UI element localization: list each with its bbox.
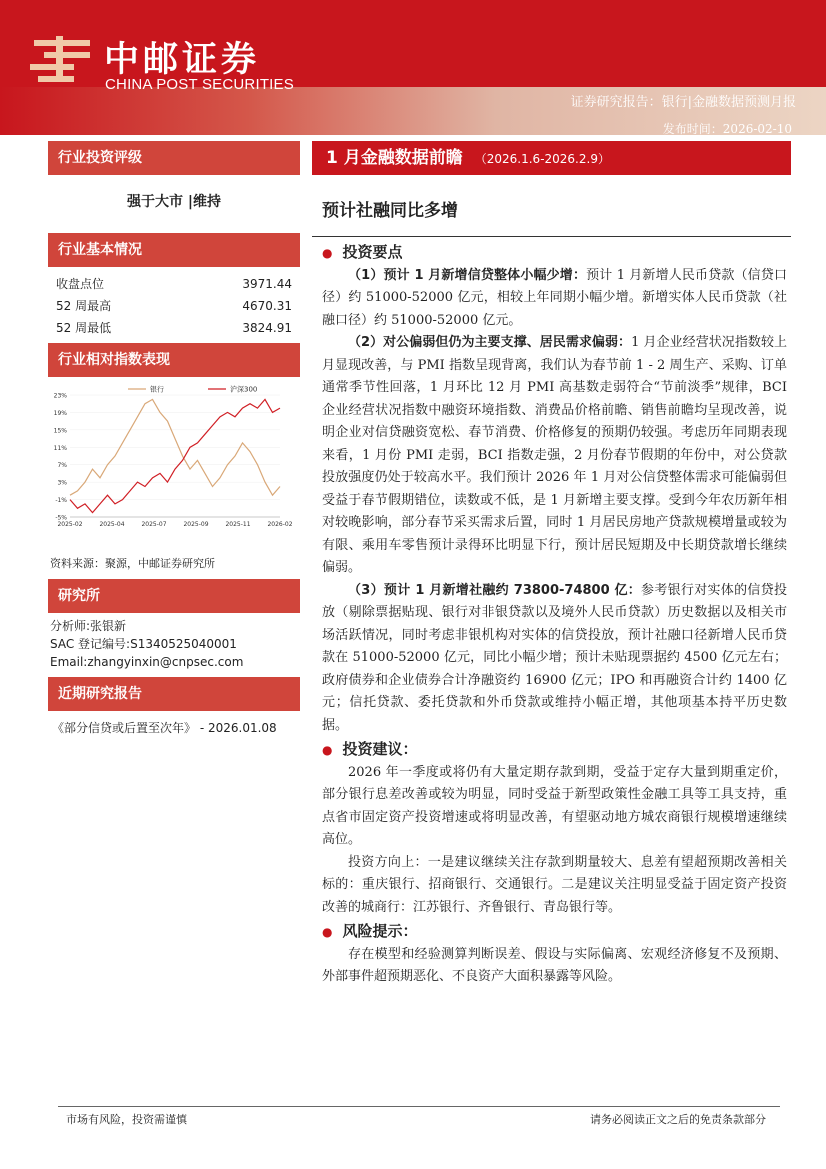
y-tick-label: 19% <box>53 409 67 417</box>
footer-risk-note: 市场有风险，投资需谨慎 <box>66 1113 187 1126</box>
logo-english-name: CHINA POST SECURITIES <box>105 76 294 93</box>
industry-rating: 强于大市 |维持 <box>127 194 221 210</box>
analyst-name: 分析师:张银新 <box>50 619 127 633</box>
footer-divider <box>58 1106 780 1107</box>
legend-label: 银行 <box>150 385 164 394</box>
section-heading-risk: ● 风险提示： <box>322 920 787 944</box>
basic-row: 收盘点位 3971.44 <box>56 277 292 291</box>
advice-paragraph-2: 投资方向上：一是建议继续关注存款到期量较大、息差有望超预期改善相关标的：重庆银行、招商银行、交通银行。二是建议关注明显受益于固定资产投资改善的城商行：江苏银行、齐鲁银行、青岛银行等。 <box>322 854 787 915</box>
basic-row: 52 周最高 4670.31 <box>56 299 292 313</box>
x-tick-label: 2026-02 <box>267 521 293 528</box>
logo-chinese-name: 中邮证券 <box>104 40 261 80</box>
x-tick-label: 2025-11 <box>225 521 251 528</box>
analyst-sac: SAC 登记编号:S1340525040001 <box>50 637 237 651</box>
basic-info-heading: 行业基本情况 <box>48 233 300 267</box>
recent-reports-heading: 近期研究报告 <box>48 677 300 711</box>
x-tick-label: 2025-07 <box>141 521 167 528</box>
basic-row: 52 周最低 3824.91 <box>56 321 292 335</box>
report-header <box>0 0 826 135</box>
footer-disclaimer: 请务必阅读正文之后的免责条款部分 <box>590 1113 766 1126</box>
y-tick-label: 11% <box>53 444 67 452</box>
risk-paragraph: 存在模型和经验测算判断误差、假设与实际偏离、宏观经济修复不及预期、外部事件超预期恶化、不良资产大面积暴露等风险。 <box>322 946 787 984</box>
paragraph-1: （1）预计 1 月新增信贷整体小幅少增：预计 1 月新增人民币贷款（信贷口径）约 51000-52000 亿元，相较上年同期小幅少增。新增实体人民币贷款（社融口径）约 51000-52000 亿元。 <box>322 267 787 328</box>
y-tick-label: -1% <box>55 497 67 505</box>
report-date-range: （2026.1.6-2026.2.9） <box>474 152 610 166</box>
analyst-email[interactable]: Email:zhangyinxin@cnpsec.com <box>50 655 244 669</box>
y-tick-label: -5% <box>55 514 67 522</box>
y-tick-label: 3% <box>57 479 67 487</box>
section-heading-key-points: ● 投资要点 <box>322 241 787 265</box>
report-title: 1 月金融数据前瞻 <box>326 148 463 168</box>
report-subtitle: 预计社融同比多增 <box>322 201 458 221</box>
y-tick-label: 23% <box>53 392 67 400</box>
section-heading-advice: ● 投资建议： <box>322 738 787 762</box>
report-body <box>322 240 787 989</box>
report-type: 证券研究报告：银行|金融数据预测月报 <box>570 95 796 110</box>
series-line <box>70 399 280 512</box>
divider <box>312 236 791 237</box>
rating-heading: 行业投资评级 <box>48 141 300 175</box>
publish-date: 发布时间：2026-02-10 <box>662 122 792 136</box>
legend-label: 沪深300 <box>230 385 258 394</box>
chart-source: 资料来源：聚源，中邮证券研究所 <box>50 557 215 570</box>
recent-report-link[interactable]: 《部分信贷或后置至次年》 - 2026.01.08 <box>52 721 277 735</box>
index-performance-chart <box>48 383 300 541</box>
left-sidebar <box>48 141 300 741</box>
institute-heading: 研究所 <box>48 579 300 613</box>
x-tick-label: 2025-02 <box>57 521 83 528</box>
china-post-logo-icon <box>30 36 92 82</box>
x-tick-label: 2025-04 <box>99 521 125 528</box>
y-tick-label: 15% <box>53 427 67 435</box>
y-tick-label: 7% <box>57 462 67 470</box>
x-tick-label: 2025-09 <box>183 521 209 528</box>
advice-paragraph-1: 2026 年一季度或将仍有大量定期存款到期，受益于定存大量到期重定价，部分银行息差改善或较为明显，同时受益于新型政策性金融工具等工具支持，重点省市固定资产投资增速或将明显改善，有望驱动地方城农商银行规模增速继续高位。 <box>322 764 787 847</box>
index-performance-heading: 行业相对指数表现 <box>48 343 300 377</box>
paragraph-3: （3）预计 1 月新增社融约 73800-74800 亿：参考银行对实体的信贷投放（剔除票据贴现、银行对非银贷款以及境外人民币贷款）历史数据以及相关市场活跃情况，同时考虑非银机构对实体的信贷投放，预计社融口径新增人民币贷款在 51000-52000 亿元，同比小幅少增；预计未贴现票据约 4500 亿元左右；政府债券和企业债券合计净融资约 16900 亿元；IPO 和再融资合计约 1400 亿元；信托贷款、委托贷款和外币贷款或维持小幅正增，其他项基本持平历史数据。 <box>322 582 787 733</box>
paragraph-2: （2）对公偏弱但仍为主要支撑、居民需求偏弱：1 月企业经营状况指数较上月显现改善，与 PMI 指数呈现背离，我们认为春节前 1 - 2 周生产、采购、订单通常季节性回落，1 月环比 12 月 PMI 高基数走弱符合“节前淡季”规律，BCI 企业经营状况指数中融资环境指数、消费品价格前瞻、销售前瞻均呈现改善，说明企业对信贷融资宽松、春节消费、价格修复的预期仍较强。考虑历年同期表现来看，1 月份 PMI 走弱，BCI 指数走强，2 月份春节假期的年份中，对公贷款投放强度仍处于较高水平。我们预计 2026 年 1 月对公信贷整体需求可能偏弱但受益于春节假期错位，读数或不低，是 1 月新增主要支撑。受到今年农历新年相对较晚影响，部分春节采买需求后置，同时 1 月居民房地产贷款规模增量或较为有限、乘用车零售预计录得环比明显下行，预计居民短期及中长期贷款增长继续偏弱。 <box>322 335 787 575</box>
analyst-info <box>48 617 300 671</box>
report-title-bar <box>312 141 791 175</box>
performance-chart-svg <box>48 383 300 541</box>
